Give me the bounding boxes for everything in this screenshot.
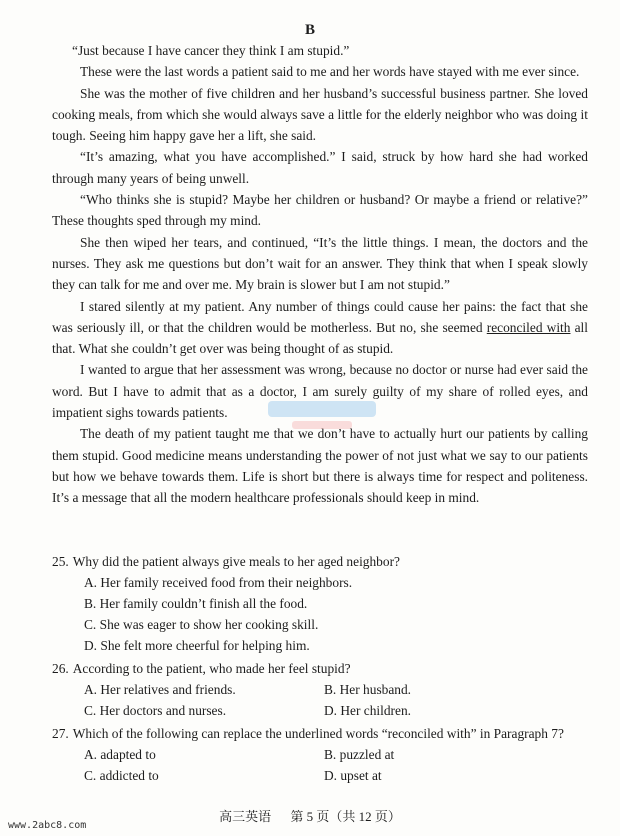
passage-paragraph-2: These were the last words a patient said to me and her words have stayed with me ever since. [80,64,580,80]
option-a[interactable]: A. Her relatives and friends. [84,682,236,697]
question-26 [52,658,592,721]
passage-paragraph-8: I wanted to argue that her assessment was wrong, because no doctor or nurse had ever said the word. But I have to admit that as a doctor, I am surely guilty of my share of rolled eyes, and impatient sighs towards patients. [52,362,588,421]
option-d[interactable]: D. upset at [324,768,382,783]
option-a[interactable]: A. adapted to [84,747,156,762]
option-b[interactable]: B. Her husband. [324,682,412,697]
question-text: Which of the following can replace the underlined words “reconciled with” in Paragraph 7? [72,726,564,741]
option-c[interactable]: C. addicted to [84,768,159,783]
footer-page-number: 第 5 页（共 12 页） [290,809,401,824]
option-a[interactable]: A. Her family received food from their neighbors. [84,575,353,590]
option-list [84,572,592,656]
passage-paragraph-6: She then wiped her tears, and continued, “It’s the little things. I mean, the doctors and the nurses. They ask me questions but don’t wait for an answer. They think that when I speak slowly they can talk for me and over me. My brain is slower but I am not stupid.” [52,234,588,293]
question-number: 27. [52,726,69,741]
question-stem [52,723,592,744]
question-27 [52,723,592,786]
option-d[interactable]: D. She felt more cheerful for helping him. [84,638,310,653]
p7-text-after: all that. What she couldn’t get over was being thought of as stupid. [52,319,588,357]
option-grid [84,744,592,786]
passage-paragraph-1: “Just because I have cancer they think I am stupid.” [72,43,350,58]
question-stem [52,658,592,679]
passage-paragraph-5: “Who thinks she is stupid? Maybe her children or husband? Or maybe a friend or relative?” These thoughts sped through my mind. [52,192,588,229]
underlined-phrase: reconciled with [486,319,571,335]
p7-text-before: I stared silently at my patient. Any number of things could cause her pains: the fact that she was seriously ill, or that the children would be motherless. But no, she seemed [52,298,588,335]
section-heading: B [304,22,315,38]
question-number: 25. [52,554,69,569]
reading-passage [52,40,588,509]
passage-paragraph-7 [52,296,588,360]
option-b[interactable]: B. puzzled at [324,747,395,762]
question-list [52,551,592,788]
question-text: According to the patient, who made her feel stupid? [72,661,351,676]
option-grid [84,679,592,721]
option-b[interactable]: B. Her family couldn’t finish all the food. [84,596,308,611]
question-stem [52,551,592,572]
option-c[interactable]: C. She was eager to show her cooking skill. [84,617,319,632]
option-c[interactable]: C. Her doctors and nurses. [84,703,227,718]
question-text: Why did the patient always give meals to her aged neighbor? [72,554,400,569]
page-footer [0,806,620,825]
passage-paragraph-4: “It’s amazing, what you have accomplished.” I said, struck by how hard she had worked through many years of being unwell. [52,149,588,186]
passage-paragraph-9: The death of my patient taught me that we don’t have to actually hurt our patients by calling them stupid. Good medicine means understanding the power of not just what we say to our patients but how we behave towards them. Life is short but there is always time for respect and politeness. It’s a message that all the modern healthcare professionals should keep in mind. [52,426,588,506]
option-d[interactable]: D. Her children. [324,703,412,718]
question-number: 26. [52,661,69,676]
passage-paragraph-3: She was the mother of five children and her husband’s successful business partner. She loved cooking meals, from which she would always save a little for the elderly neighbor who was doing it tough. Seeing him happy gave her a lift, she said. [52,85,588,144]
footer-site: www.2abc8.com [8,820,87,831]
question-25 [52,551,592,656]
footer-subject: 高三英语 [219,809,272,824]
